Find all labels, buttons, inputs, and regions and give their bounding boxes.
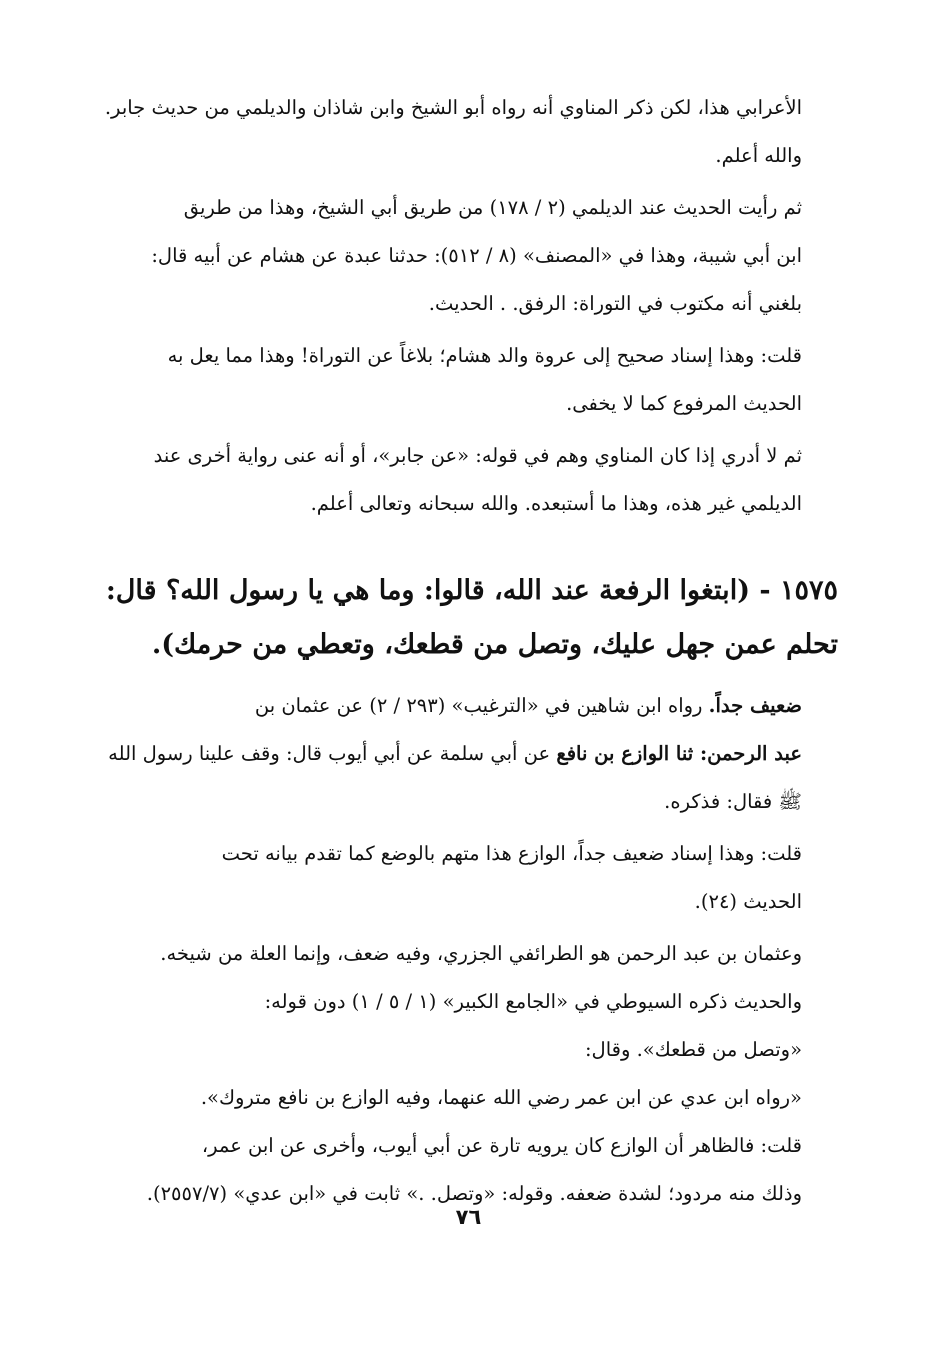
text-line: «رواه ابن عدي عن ابن عمر رضي الله عنهما، وفيه الوازع بن نافع متروك». [200,1086,802,1109]
paragraph-munawi-note [90,432,838,528]
text-line: قلت: وهذا إسناد ضعيف جداً، الوازع هذا متهم بالوضع كما تقدم بيانه تحت [221,842,802,865]
text-line: والحديث ذكره السيوطي في «الجامع الكبير» (١ / ٥ / ١) دون قوله: [264,990,802,1013]
text-line: ابن أبي شيبة، وهذا في «المصنف» (٨ / ٥١٢): حدثنا عبدة عن هشام عن أبيه قال: [151,244,802,267]
text-line: قلت: وهذا إسناد صحيح إلى عروة والد هشام؛ بلاغاً عن التوراة! وهذا مما يعل به [167,344,802,367]
paragraph-narration-source [90,84,838,180]
page-number: ٧٦ [455,1205,482,1229]
grading-text: رواه ابن شاهين في «الترغيب» (٢٩٣ / ٢) عن عثمان بن [254,694,703,717]
paragraph-grading [90,682,838,826]
text-line: ثم رأيت الحديث عند الديلمي (٢ / ١٧٨) من طريق أبي الشيخ، وهذا من طريق [183,196,802,219]
text-line [90,682,838,730]
text-line: قلت: فالظاهر أن الوازع كان يرويه تارة عن أبي أيوب، وأخرى عن ابن عمر، [201,1134,802,1157]
text-line: «وتصل من قطعك». وقال: [584,1038,802,1061]
hadith-heading-line [90,564,838,618]
text-line: وعثمان بن عبد الرحمن هو الطرائفي الجزري، وفيه ضعف، وإنما العلة من شيخه. [160,942,802,965]
paragraph-isnad-weak [90,830,838,926]
text-line: الحديث (٢٤). [694,890,802,913]
text-line: الأعرابي هذا، لكن ذكر المناوي أنه رواه أبو الشيخ وابن شاذان والديلمي من حديث جابر. [104,96,802,119]
hadith-text: (ابتغوا الرفعة عند الله، قالوا: وما هي يا رسول الله؟ قال: [105,575,750,606]
grading-verdict: ضعيف جداً. [708,694,802,717]
text-line: الحديث المرفوع كما لا يخفى. [566,392,802,415]
paragraph-conclusion [90,1122,838,1218]
paragraph-suyuti [90,930,838,1122]
text-line: والله أعلم. [715,144,802,167]
grading-text: عن أبي سلمة عن أبي أيوب قال: وقف علينا رسول الله [108,742,551,765]
paragraph-author-comment [90,332,838,428]
book-page-body [90,84,838,1218]
hadith-text-line: تحلم عمن جهل عليك، وتصل من قطعك، وتعطي من حرمك). [151,629,838,660]
text-line: بلغني أنه مكتوب في التوراة: الرفق. . الحديث. [428,292,802,315]
hadith-heading [90,564,838,672]
text-line: وذلك منه مردود؛ لشدة ضعفه. وقوله: «وتصل. .» ثابت في «ابن عدي» (٢٥٥٧/٧). [146,1182,802,1205]
narrator-chain-bold: عبد الرحمن: ثنا الوازع بن نافع [556,742,802,765]
text-line [90,730,838,778]
hadith-number: ١٥٧٥ - [759,575,838,606]
text-line: ثم لا أدري إذا كان المناوي وهم في قوله: «عن جابر»، أو أنه عنى رواية أخرى عند [153,444,802,467]
text-line: ﷺ فقال: فذكره. [664,790,802,813]
text-line: الديلمي غير هذه، وهذا ما أستبعده. والله سبحانه وتعالى أعلم. [310,492,802,515]
paragraph-dailami-chain [90,184,838,328]
